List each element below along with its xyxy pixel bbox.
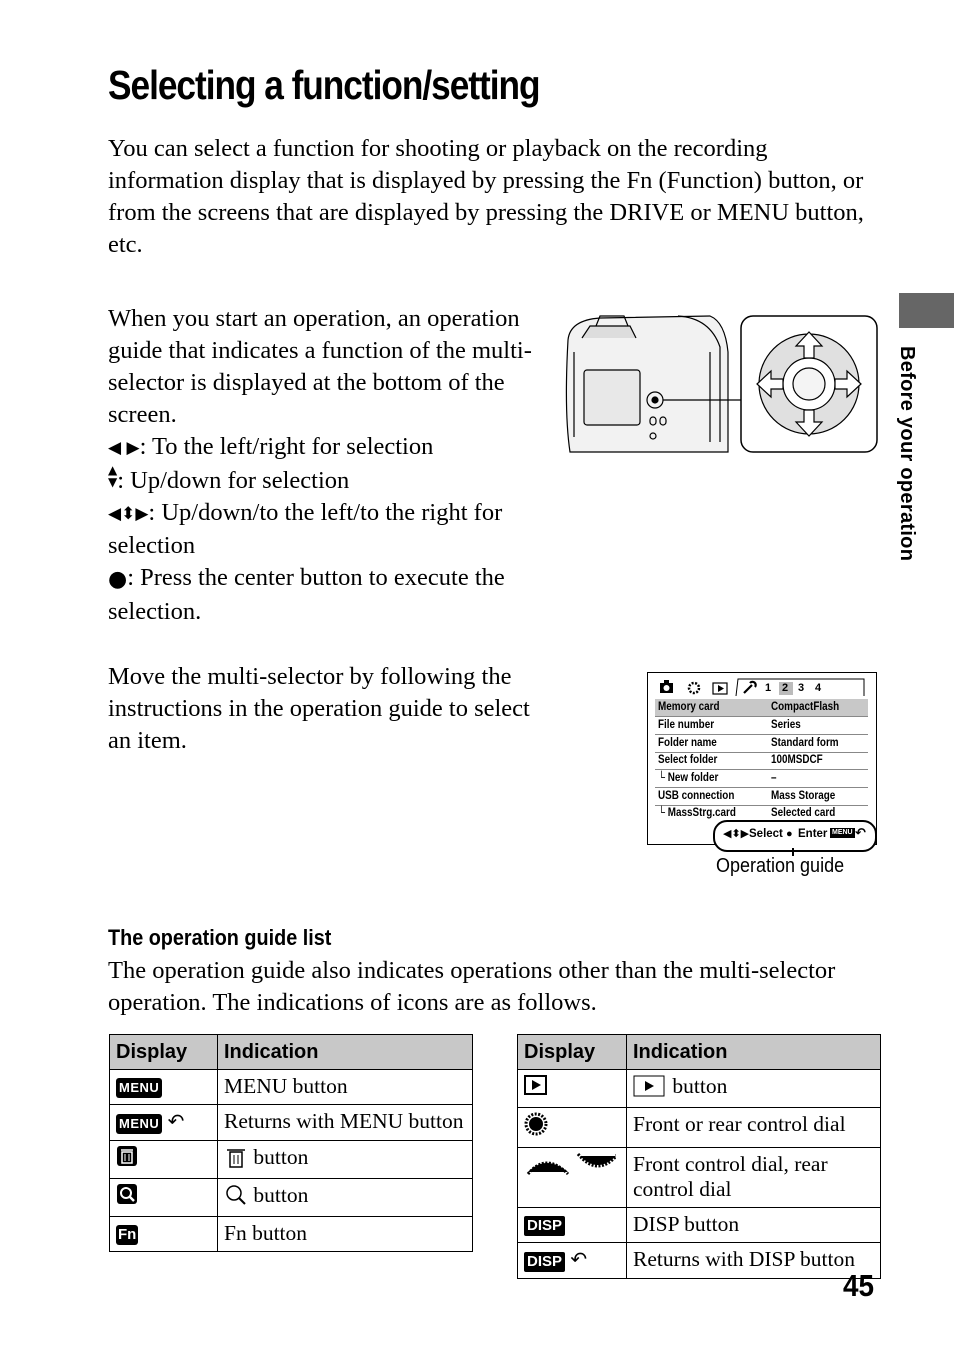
section-heading: The operation guide list xyxy=(108,925,332,950)
playback-icon xyxy=(524,1074,548,1096)
table-row: button xyxy=(110,1179,473,1217)
return-arrow-icon: ↶ xyxy=(855,826,866,841)
operation-guide-bar xyxy=(713,820,877,852)
disp-icon: DISP xyxy=(524,1252,565,1272)
menu-tab-4: 4 xyxy=(815,682,822,694)
guide-item-four-way: ◀⬍▶: Up/down/to the left/to the right for selection xyxy=(108,499,503,559)
guide-select-label: Select xyxy=(749,828,783,840)
guide-item-left-right: ◀ ▶: To the left/right for selection xyxy=(108,431,548,464)
menu-row: USB connection Mass Storage xyxy=(655,788,868,806)
return-arrow-icon: ↶ xyxy=(570,1247,588,1271)
display-header: Display xyxy=(518,1035,627,1070)
intro-paragraph: You can select a function for shooting or playback on the recording information display that is displayed by pressing the Fn (Function) button, or from the screens that are displayed by pressing the DRIVE or MENU button, etc. xyxy=(108,135,864,258)
table-header-row xyxy=(110,1035,473,1070)
table-row: MENU MENU button xyxy=(110,1070,473,1105)
control-dial-icon xyxy=(524,1112,548,1136)
fn-icon: Fn xyxy=(118,1226,137,1244)
table-header-row xyxy=(518,1035,881,1070)
magnifier-icon xyxy=(224,1184,248,1206)
table-row: DISP ↶ Returns with DISP button xyxy=(518,1243,881,1279)
display-header: Display xyxy=(110,1035,218,1070)
guide-item-up-down: ▲ ▼: Up/down for selection xyxy=(108,463,350,494)
disp-icon: DISP xyxy=(524,1216,565,1236)
section-sidebar xyxy=(895,346,919,586)
section-paragraph: The operation guide also indicates operations other than the multi-selector operation. The indications of icons are as follows. xyxy=(108,957,836,1016)
front-rear-dial-icon xyxy=(524,1152,616,1178)
trash-icon xyxy=(116,1145,138,1167)
operation-guide-table-right xyxy=(517,1034,881,1279)
indication-header: Indication xyxy=(218,1035,473,1070)
menu-row: Select folder 100MSDCF xyxy=(655,752,868,770)
menu-tab-3: 3 xyxy=(798,682,805,694)
menu-icon: MENU xyxy=(832,829,853,836)
operation-guide-caption: Operation guide xyxy=(716,855,845,877)
table-row: MENU ↶ Returns with MENU button xyxy=(110,1105,473,1141)
table-row: button xyxy=(110,1141,473,1179)
left-right-arrows-icon: ◀ ▶ xyxy=(108,438,140,458)
magnifier-icon xyxy=(116,1183,138,1205)
center-dot-icon: ● xyxy=(786,828,793,840)
menu-tab-2: 2 xyxy=(782,682,789,694)
camera-back-illustration xyxy=(560,312,880,457)
menu-tabs-bar xyxy=(648,673,876,697)
table-row: DISP DISP button xyxy=(518,1208,881,1243)
guide-enter-label: Enter xyxy=(798,828,828,840)
up-down-arrows-icon: ▲ ▼ xyxy=(108,463,118,489)
guide-paragraph xyxy=(108,303,548,628)
menu-row: Folder name Standard form xyxy=(655,735,868,753)
table-row: Front or rear control dial xyxy=(518,1108,881,1148)
operation-guide-table-left xyxy=(109,1034,473,1252)
page-number: 45 xyxy=(843,1268,875,1303)
guide-text: When you start an operation, an operation guide that indicates a function of the multi-selector is displayed at the bottom of the screen. xyxy=(108,305,532,428)
center-dot-icon: ● xyxy=(108,567,128,592)
guide-item-center: ●: Press the center button to execute the selection. xyxy=(108,564,505,625)
menu-row: └ MassStrg.card Selected card xyxy=(658,807,836,819)
menu-row: Memory card CompactFlash xyxy=(655,699,868,717)
table-row: button xyxy=(518,1070,881,1108)
menu-icon: MENU xyxy=(116,1078,162,1098)
playback-icon xyxy=(633,1074,667,1098)
table-row: Fn Fn button xyxy=(110,1217,473,1252)
sidebar-label: Before your operation xyxy=(896,346,918,562)
return-arrow-icon: ↶ xyxy=(167,1109,185,1133)
menu-row: └ New folder – xyxy=(655,770,868,788)
menu-tab-1: 1 xyxy=(765,682,772,694)
trash-icon xyxy=(224,1145,248,1169)
menu-icon: MENU xyxy=(116,1114,162,1134)
move-paragraph: Move the multi-selector by following the instructions in the operation guide to select an item. xyxy=(108,663,530,754)
page-title: Selecting a function/setting xyxy=(108,62,540,108)
four-way-arrows-icon: ◀⬍▶ xyxy=(723,827,750,840)
four-way-arrows-icon: ◀⬍▶ xyxy=(108,504,149,524)
indication-header: Indication xyxy=(627,1035,881,1070)
menu-row: File number Series xyxy=(655,717,868,735)
table-row: Front control dial, rear control dial xyxy=(518,1148,881,1208)
section-tab-marker xyxy=(899,293,954,328)
